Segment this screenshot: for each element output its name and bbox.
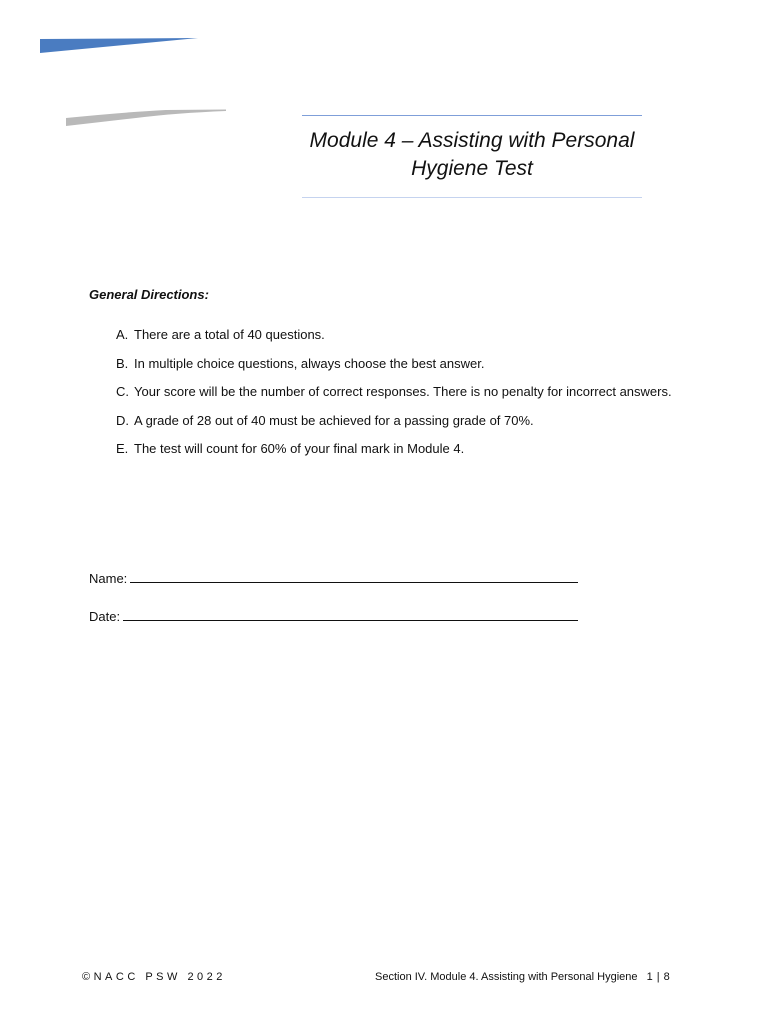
- footer-copyright: ©NACC PSW 2022: [82, 971, 226, 983]
- header-grey-swoosh: [66, 108, 226, 128]
- date-blank-line[interactable]: [123, 609, 578, 621]
- list-item: [116, 321, 676, 350]
- list-item-text: A grade of 28 out of 40 must be achieved for a passing grade of 70%.: [134, 412, 534, 428]
- directions-list: [116, 321, 676, 464]
- list-item: [116, 378, 676, 407]
- list-item: [116, 407, 676, 436]
- title-top-rule: [302, 115, 642, 116]
- list-marker: D.: [116, 412, 129, 428]
- list-marker: B.: [116, 355, 129, 371]
- list-item: [116, 435, 676, 464]
- list-item-text: In multiple choice questions, always choose the best answer.: [134, 355, 485, 371]
- date-field: [89, 609, 578, 624]
- name-field: [89, 571, 578, 586]
- page-title: [302, 127, 642, 183]
- title-line-2: Hygiene Test: [411, 157, 533, 180]
- directions-heading: General Directions:: [89, 287, 209, 302]
- list-marker: A.: [116, 327, 129, 342]
- list-item-text: There are a total of 40 questions.: [134, 327, 325, 342]
- name-blank-line[interactable]: [130, 571, 578, 583]
- list-item: [116, 350, 676, 379]
- title-line-1: Module 4 – Assisting with Personal: [309, 129, 635, 152]
- date-label: Date:: [89, 609, 121, 624]
- footer-section-info: [375, 971, 670, 983]
- list-marker: E.: [116, 441, 129, 456]
- footer-total-pages: 8: [663, 971, 670, 983]
- list-marker: C.: [116, 384, 129, 399]
- list-item-text: The test will count for 60% of your final mark in Module 4.: [134, 441, 465, 456]
- header-blue-swoosh: [40, 38, 200, 54]
- list-item-text: Your score will be the number of correct responses. There is no penalty for incorrect answers.: [134, 384, 672, 399]
- name-label: Name:: [89, 571, 128, 586]
- footer-separator: |: [656, 971, 660, 983]
- footer-section-title: Section IV. Module 4. Assisting with Personal Hygiene: [375, 971, 638, 983]
- title-bottom-rule: [302, 197, 642, 198]
- footer-page-number: 1: [646, 971, 653, 983]
